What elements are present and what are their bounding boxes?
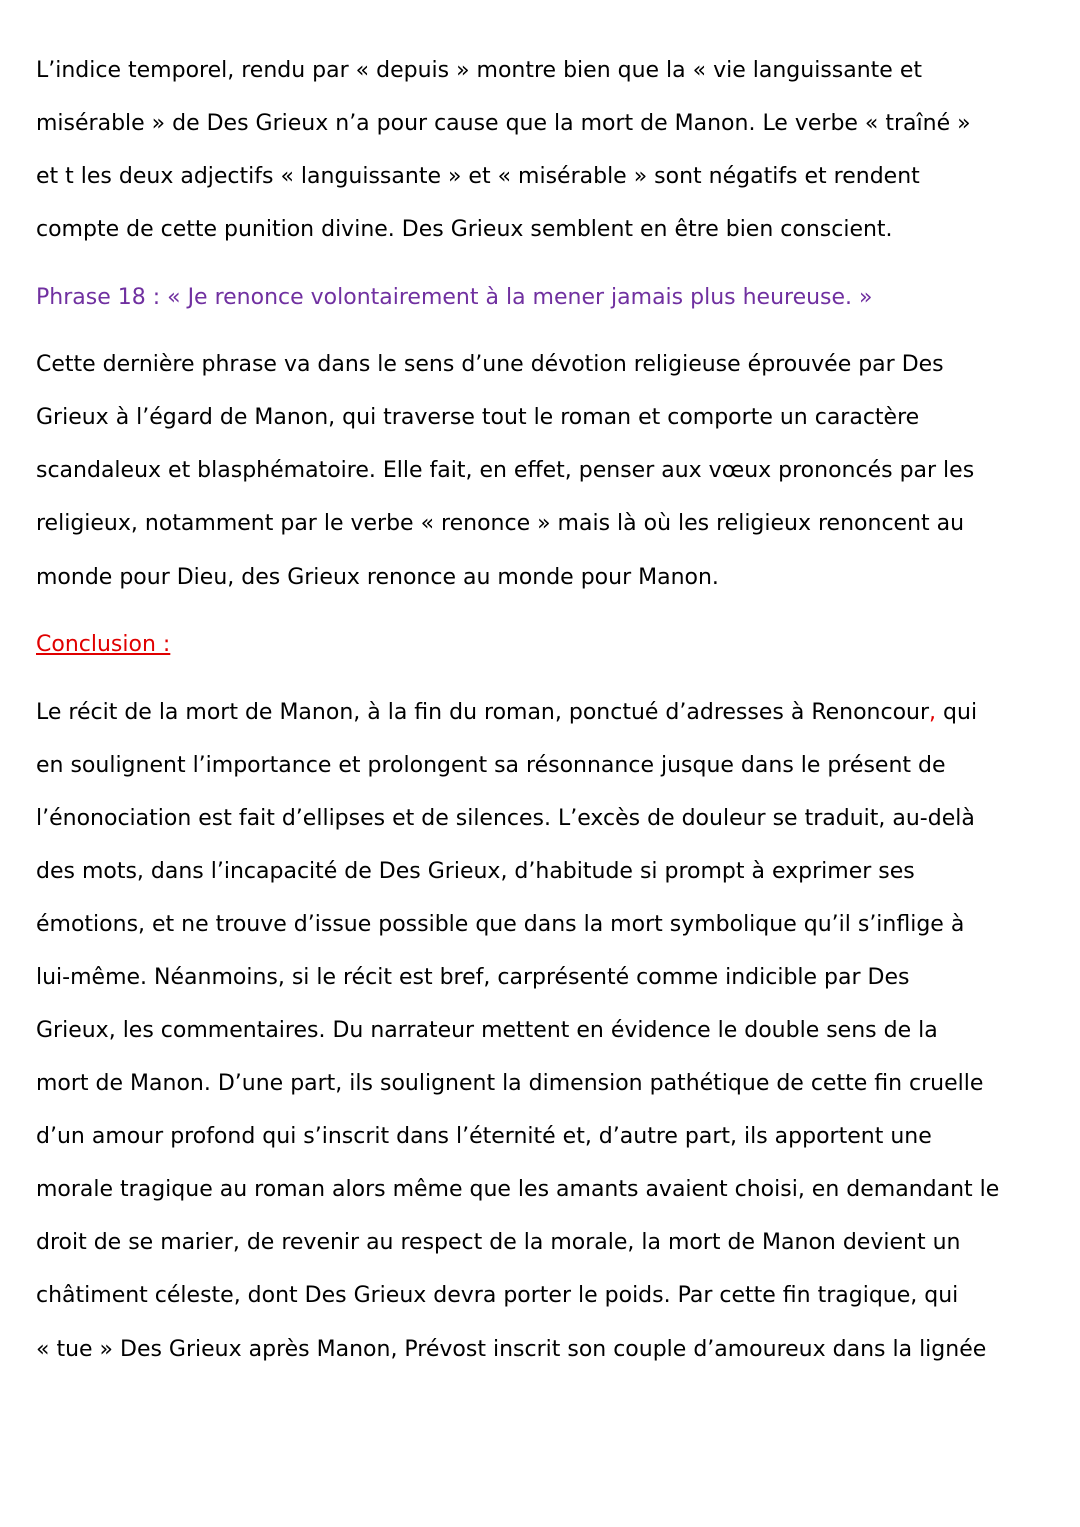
- text-line: monde pour Dieu, des Grieux renonce au monde pour Manon.: [36, 565, 719, 590]
- text-line: Grieux à l’égard de Manon, qui traverse tout le roman et comporte un caractère: [36, 405, 920, 430]
- text-line: compte de cette punition divine. Des Grieux semblent en être bien conscient.: [36, 217, 893, 242]
- text-line: des mots, dans l’incapacité de Des Grieux, d’habitude si prompt à exprimer ses: [36, 859, 915, 884]
- text-line: scandaleux et blasphématoire. Elle fait, en effet, penser aux vœux prononcés par les: [36, 458, 975, 483]
- text-segment: Le récit de la mort de Manon, à la fin du roman, ponctué d’adresses à Renoncour: [36, 700, 930, 725]
- text-line: émotions, et ne trouve d’issue possible que dans la mort symbolique qu’il s’inflige à: [36, 912, 965, 937]
- text-line: [36, 699, 977, 727]
- text-line: châtiment céleste, dont Des Grieux devra porter le poids. Par cette fin tragique, qui: [36, 1283, 959, 1308]
- text-line: L’indice temporel, rendu par « depuis » montre bien que la « vie languissante et: [36, 58, 922, 83]
- text-line: droit de se marier, de revenir au respect de la morale, la mort de Manon devient un: [36, 1230, 961, 1255]
- text-line: mort de Manon. D’une part, ils soulignent la dimension pathétique de cette fin cruelle: [36, 1071, 984, 1096]
- text-line: misérable » de Des Grieux n’a pour cause que la mort de Manon. Le verbe « traîné »: [36, 111, 971, 136]
- text-line: et t les deux adjectifs « languissante » et « misérable » sont négatifs et rendent: [36, 164, 920, 189]
- red-comma: ,: [929, 700, 937, 725]
- conclusion-heading: Conclusion :: [36, 632, 171, 657]
- text-line: Cette dernière phrase va dans le sens d’une dévotion religieuse éprouvée par Des: [36, 352, 944, 377]
- text-line: Grieux, les commentaires. Du narrateur mettent en évidence le double sens de la: [36, 1018, 938, 1043]
- phrase-18-heading: Phrase 18 : « Je renonce volontairement à la mener jamais plus heureuse. »: [36, 285, 873, 310]
- text-line: lui-même. Néanmoins, si le récit est bref, carprésenté comme indicible par Des: [36, 965, 910, 990]
- text-line: « tue » Des Grieux après Manon, Prévost inscrit son couple d’amoureux dans la lignée: [36, 1337, 987, 1362]
- text-line: religieux, notamment par le verbe « renonce » mais là où les religieux renoncent au: [36, 511, 965, 536]
- text-line: morale tragique au roman alors même que les amants avaient choisi, en demandant le: [36, 1177, 1000, 1202]
- text-line: l’énonociation est fait d’ellipses et de silences. L’excès de douleur se traduit, au-delà: [36, 806, 975, 831]
- text-line: d’un amour profond qui s’inscrit dans l’éternité et, d’autre part, ils apportent une: [36, 1124, 932, 1149]
- text-segment: qui: [936, 700, 978, 725]
- text-line: en soulignent l’importance et prolongent sa résonnance jusque dans le présent de: [36, 753, 946, 778]
